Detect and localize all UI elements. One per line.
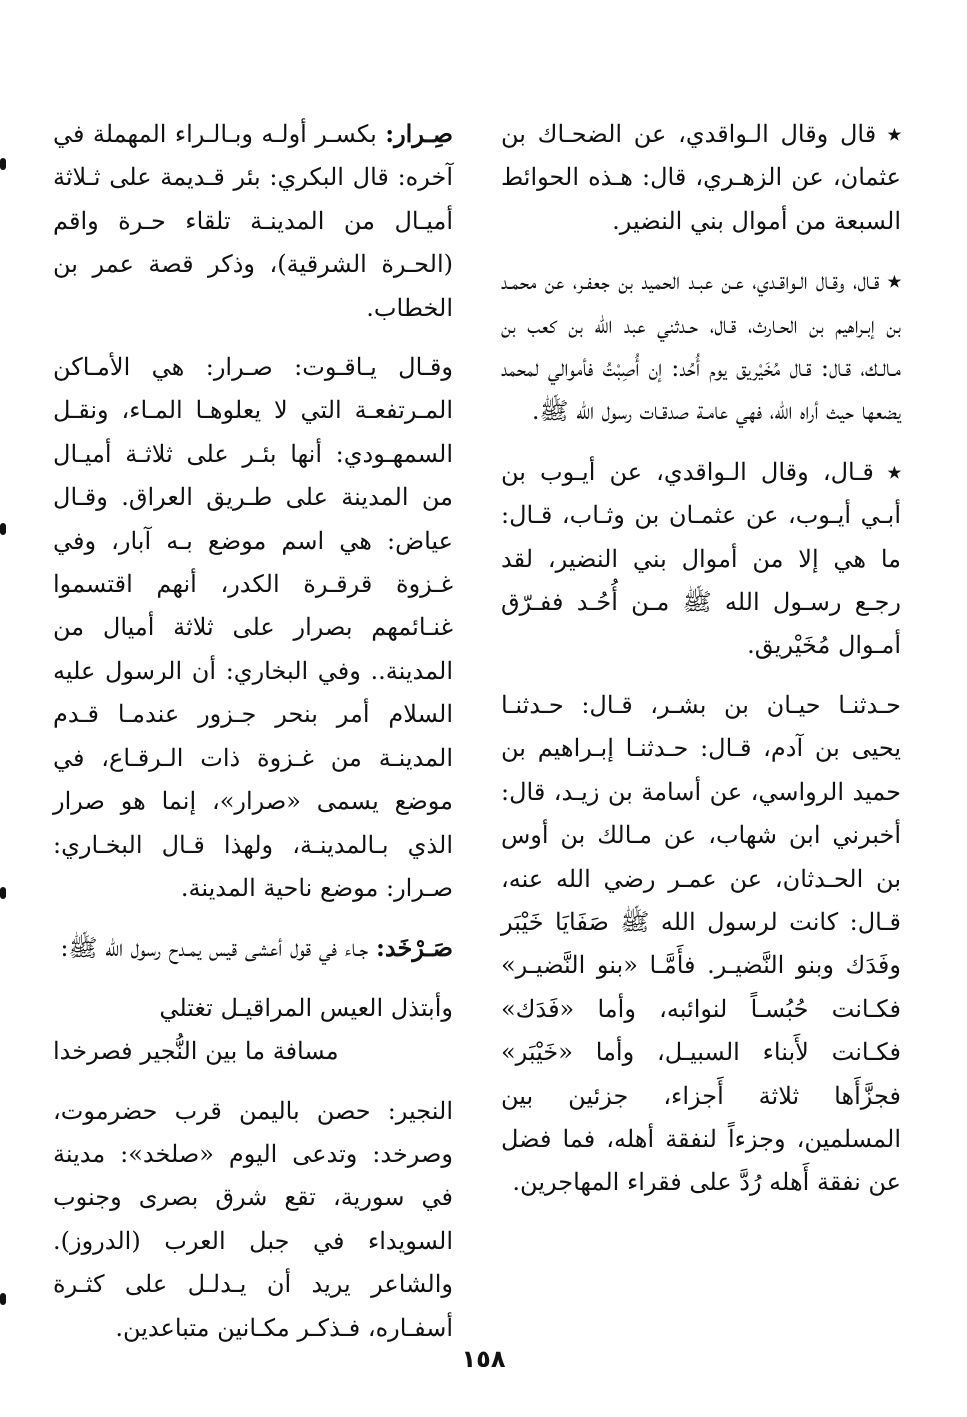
paragraph-1: ٭ قال وقال الـواقدي، عن الضحـاك بن عثمان، عن الزهـري، قال: هـذه الحوائط السبعة من أموال بني النضير.: [501, 119, 901, 235]
star-mark: ٭: [887, 456, 901, 486]
paragraph-2: ٭ قـال، وقـال الـواقـدي، عـن عبـد الحميد بن جعفـر، عن محمـد بن إبـراهيم بن الحـارث، قـال، حـدثني عبد الله بن كعب بن مـالـك، قـال: قـال مُخَيْريق يوم أُحُد: إن أُصِبْتُ فأموالي لمحمد يضعها حيث أراه الله، فهي عامـة صدقـات رسول الله ﷺ.: [501, 266, 901, 426]
margin-mark: [0, 887, 6, 899]
star-mark: ٭: [887, 119, 901, 148]
paragraph-3: ٭ قـال، وقال الـواقدي، عن أيـوب بن أبـي أيـوب، عن عثمـان بن وثـاب، قـال: ما هي إلا من أموال بني النضير، لقد رجـع رسـول الله ﷺ مـن أُحُـد ففـرّق أمـوال مُخَيْريق.: [501, 456, 901, 660]
entry-sirar: صِـرار: بكسـر أولـه وبـالـراء المهملة في آخره: قال البكري: بئر قـديمة على ثـلاثة أميـال من المدينـة تلقاء حـرة واقم (الحـرة الشرقية)، وذكر قصة عمر بن الخطاب.: [53, 119, 453, 322]
entry-heading: صِـرار:: [385, 119, 453, 148]
entry-heading: صَـرْخَد:: [376, 933, 453, 963]
left-column: [53, 112, 453, 1366]
entry-sarkhad: صَـرْخَد: جـاء في قول أعشى قيس يمـدح رسول الله ﷺ:: [60, 933, 453, 963]
entry-sarkhad-continued: النجير: حصن باليمن قرب حضرموت، وصرخد: وتدعى اليوم «صلخد»: مدينة في سورية، تقع شرق بصرى وجنوب السويداء في جبل العرب (الدروز). والشاعر يريد أن يـدلـل على كثـرة أسفـاره، فـذكـر مكـانين متباعدين.: [53, 1096, 453, 1342]
margin-mark: [0, 158, 6, 170]
page-number: ١٥٨: [461, 1345, 506, 1373]
verse-line-2: مسافة ما بين النُّجير فصرخدا: [53, 1037, 339, 1066]
paragraph-4: حـدثنـا حيـان بن بشـر، قـال: حـدثنـا يحيى بن آدم، قـال: حـدثنـا إبـراهيم بن حميد الرواسي، عن أسامة بن زيـد، قال: أخبرني ابن شهاب، عن مـالك بن أوس بن الحـدثان، عن عمـر رضي الله عنه، قـال: كانت لرسول الله ﷺ صَفَايَا خَيْبَر وفَدَك وبنو النَّضيـر. فأَمَّـا «بنو النَّضيـر» فكـانت حُبُسـاً لنوائبه، وأما «فَدَك» فكـانت لأَبناء السبيـل، وأما «خَيْبَر» فجزَّأَها ثلاثة أَجزاء، جزئين بين المسلمين، وجزءاً لنفقة أهله، فما فضل عن نفقة أَهله رُدَّ على فقراء المهاجرين.: [501, 690, 901, 1197]
right-column: [501, 112, 901, 1221]
verse-line-1: وأبتذل العيس المراقيـل تغتلي: [159, 993, 453, 1022]
star-mark: ٭: [887, 266, 901, 296]
entry-sirar-continued: وقـال يـاقـوت: صـرار: هي الأمـاكن المـرتفعـة التي لا يعلوهـا المـاء، ونقـل السمهـودي: أنها بئـر على ثلاثـة أميـال من المدينة على طـريق العراق. وقـال عياض: هي اسم موضع بـه آبار، وفي غـزوة قرقـرة الكدر، أنهم اقتسموا غنـائمهم بصرار على ثلاثة أميال من المدينة.. وفي البخاري: أن الرسول عليه السلام أمر بنحر جـزور عندمـا قـدم المدينـة من غـزوة ذات الـرقـاع، في موضع يسمى «صرار»، إنما هو صرار الذي بـالمدينـة، ولهذا قـال البخـاري: صـرار: موضع ناحية المدينة.: [53, 353, 453, 902]
margin-mark: [0, 523, 6, 535]
margin-mark: [0, 1293, 6, 1305]
